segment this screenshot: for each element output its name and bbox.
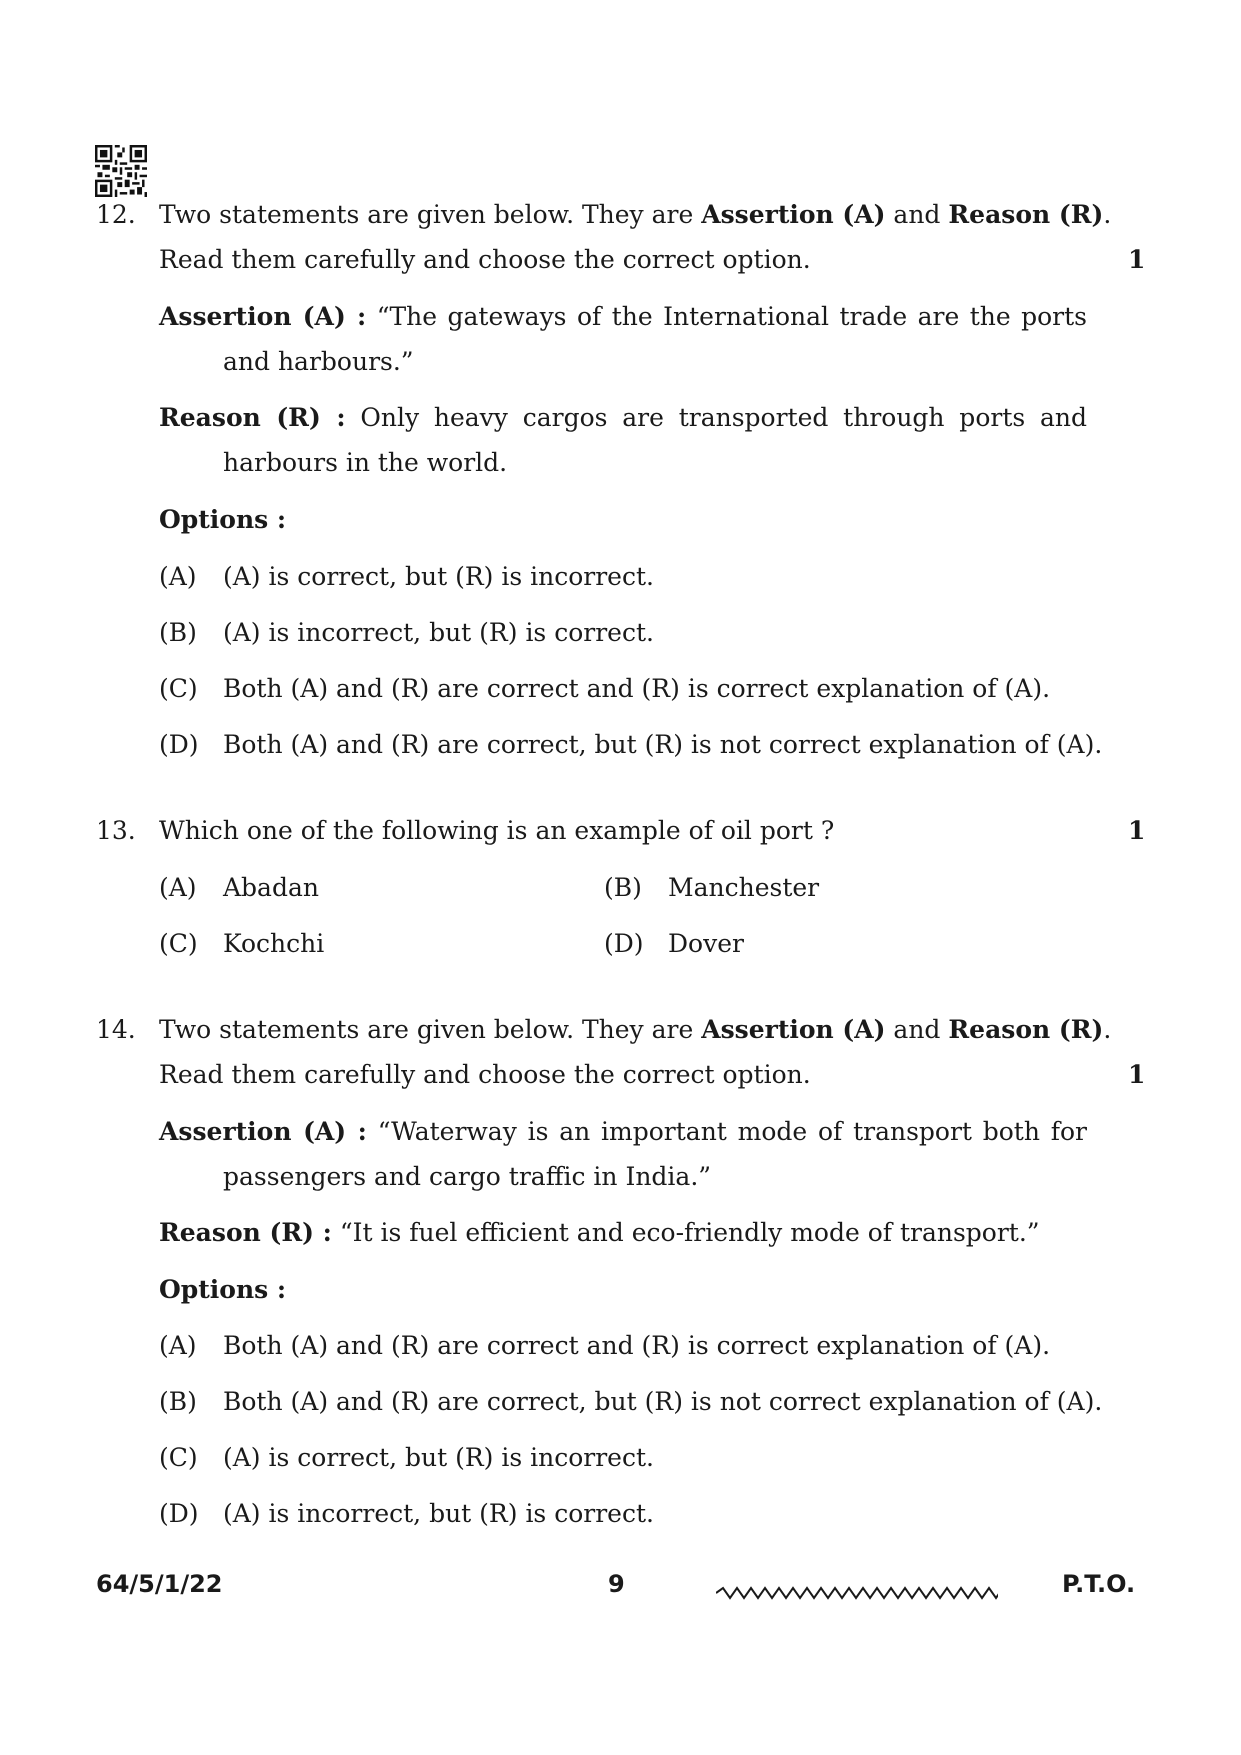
q12-option-d-text: Both (A) and (R) are correct, but (R) is not correct explanation of (A). [223,730,1103,759]
q14-option-b-letter: (B) [159,1387,197,1416]
q14-reason-label: Reason (R) [948,1015,1104,1044]
wavy-line-icon [716,1586,998,1600]
q14-option-b-text: Both (A) and (R) are correct, but (R) is not correct explanation of (A). [223,1387,1103,1416]
q12-option-d-letter: (D) [159,730,199,759]
q12-reason-head: Reason (R) : [159,403,346,432]
q14-option-d-text: (A) is incorrect, but (R) is correct. [223,1499,654,1528]
q14-assertion-head: Assertion (A) : [159,1117,367,1146]
q13-option-a-text: Abadan [223,873,319,902]
q14-number: 14. [96,1015,136,1044]
q13-question: Which one of the following is an example of oil port ? [159,816,835,845]
footer-paper-code: 64/5/1/22 [96,1570,223,1598]
q14-assertion-text1: “Waterway is an important mode of transport both for [377,1117,1087,1146]
q13-option-a-letter: (A) [159,873,197,902]
q14-assertion-label: Assertion (A) [701,1015,886,1044]
q13-option-d-text: Dover [668,929,744,958]
q14-reason-head: Reason (R) : [159,1218,332,1247]
footer-page-number: 9 [608,1570,625,1598]
q12-reason-text2: harbours in the world. [223,448,508,477]
q14-reason-text: “It is fuel efficient and eco-friendly mode of transport.” [339,1218,1040,1247]
q14-and: and [885,1015,949,1044]
q12-reason-text1: Only heavy cargos are transported through ports and [360,403,1087,432]
q13-option-c-text: Kochchi [223,929,325,958]
q14-marks: 1 [1128,1060,1146,1089]
q14-period: . [1103,1015,1112,1044]
q12-marks: 1 [1128,245,1146,274]
q12-option-c-text: Both (A) and (R) are correct and (R) is correct explanation of (A). [223,674,1051,703]
q12-option-b-letter: (B) [159,618,197,647]
q12-option-c-letter: (C) [159,674,198,703]
qr-code-icon [95,145,147,197]
q13-marks: 1 [1128,816,1146,845]
q14-option-c-text: (A) is correct, but (R) is incorrect. [223,1443,654,1472]
q13-option-d-letter: (D) [604,929,644,958]
q14-options-label: Options : [159,1275,287,1304]
q13-option-b-text: Manchester [668,873,820,902]
q12-assertion-label: Assertion (A) [701,200,886,229]
q12-assertion-text1: “The gateways of the International trade are the ports [376,302,1087,331]
q12-period: . [1103,200,1112,229]
q12-options-label: Options : [159,505,287,534]
q12-assertion-head: Assertion (A) : [159,302,367,331]
q12-intro-line1 [159,200,1111,230]
footer-pto: P.T.O. [1062,1570,1136,1598]
q14-option-a-letter: (A) [159,1331,197,1360]
q12-reason [159,403,1087,433]
q13-number: 13. [96,816,136,845]
q12-assertion-text2: and harbours.” [223,347,414,376]
q12-and: and [885,200,949,229]
q12-assertion [159,302,1087,332]
q12-intro-line2: Read them carefully and choose the correct option. [159,245,811,274]
q12-option-a-text: (A) is correct, but (R) is incorrect. [223,562,654,591]
q14-intro-line1 [159,1015,1111,1045]
q12-intro-text: Two statements are given below. They are [159,200,702,229]
q14-option-c-letter: (C) [159,1443,198,1472]
q14-assertion-text2: passengers and cargo traffic in India.” [223,1162,712,1191]
q13-option-c-letter: (C) [159,929,198,958]
q12-reason-label: Reason (R) [948,200,1104,229]
q12-option-b-text: (A) is incorrect, but (R) is correct. [223,618,654,647]
q14-option-a-text: Both (A) and (R) are correct and (R) is correct explanation of (A). [223,1331,1051,1360]
q12-option-a-letter: (A) [159,562,197,591]
q13-option-b-letter: (B) [604,873,642,902]
q14-assertion [159,1117,1087,1147]
q14-intro-text: Two statements are given below. They are [159,1015,702,1044]
q12-number: 12. [96,200,136,229]
q14-intro-line2: Read them carefully and choose the correct option. [159,1060,811,1089]
q14-option-d-letter: (D) [159,1499,199,1528]
q14-reason [159,1218,1040,1248]
